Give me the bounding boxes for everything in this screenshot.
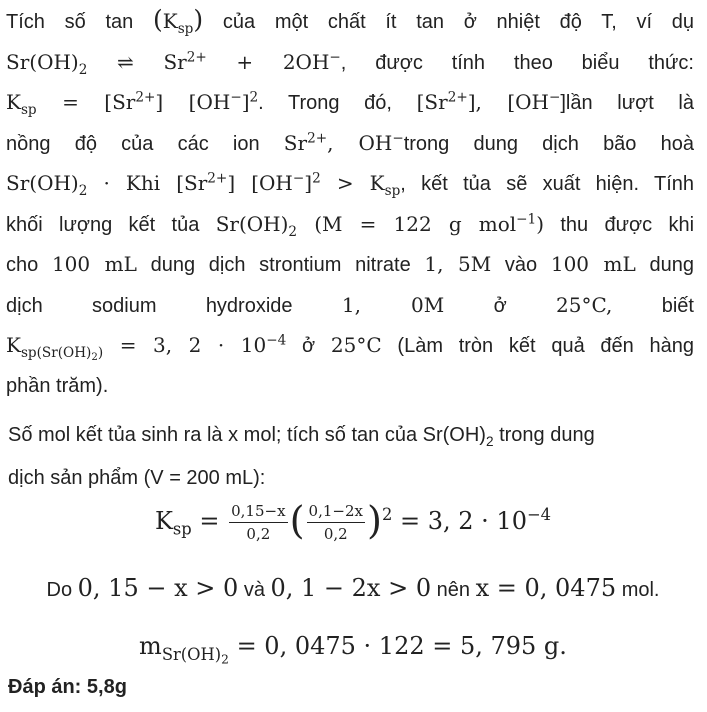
problem-line-2 [6,43,694,84]
fraction-oh: $\frac{0,1-2x}{0,2}$ [308,502,363,543]
problem-line-4: nồng độ của các ion $Sr^{2+}$, OH−trong dung dịch bão hoà [6,130,694,155]
problem-line-3: $K_{sp} = [Sr^{2+}]$ $[OH^-]^2$. Trong đó, $[Sr^{2+}]$, [OH−]lần lượt là [6,89,694,118]
text: nồng độ của các ion [6,132,260,155]
final-answer: Đáp án: 5,8g [8,676,127,698]
fraction-sr: $\frac{0,15-x}{0,2}$ [231,502,286,543]
problem-line-6: khối lượng kết tủa $Sr(OH)_2$ (M = 122 g mol$^{-1}$) thu được khi [6,211,695,240]
problem-line-7: cho 100 mL dung dịch strontium nitrate 1, 5M vào 100 mL dung [6,252,694,276]
problem-line-9: $K_{sp(Sr(OH)_2)} = 3$, $2 \cdot 10^{-4}$ ở 25°C (Làm tròn kết quả đến hàng [6,332,695,363]
text: trong dung dịch bão hoà [403,132,694,155]
math-ksp-expression: $K_{sp} = [Sr^{2+}]$ $[OH^-]^2$ [6,89,259,118]
text: , được tính theo biểu thức: [340,51,694,74]
text: . Trong đó, [258,92,417,114]
problem-line-10: phần trăm). [6,374,109,397]
text: ]lần lượt là [560,92,694,114]
problem-line-8: dịch sodium hydroxide 1, 0M ở 25°C, biết [6,292,694,317]
equation-ksp: $K_{sp}$ = $\frac{0,15-x}{0,2}$ ( $\frac{0,1-2x}{0,2}$ )$^2$ = 3, $2 \cdot 10^{-4}$ [154,498,552,544]
text: thu được khi [560,213,695,236]
problem-line-1: Tích số $\tan (K_{sp})$ của một chất ít tan ở nhiệt độ T, ví dụ [6,5,694,37]
text: , kết tủa sẽ xuất hiện. Tính [400,173,694,195]
equation-mass: $m_{Sr(OH)_2} = 0$, 0475 · 122 = 5, 795 g. [139,632,567,667]
solution-intro: Số mol kết tủa sinh ra là x mol; tích số tan của $Sr(OH)_2$ trong dung dịch sản phẩm (V = 200 mL): [8,424,595,489]
solution [8,414,698,667]
math-reaction: $Sr(OH)_2$ ⇌ $Sr^{2+} + 2OH^-$ [6,49,341,78]
text: Tích số tan [6,11,134,33]
text: của một chất ít tan ở nhiệt độ T, ví dụ [222,11,694,33]
problem-line-5: $Sr(OH)_2$ · Khi $[Sr^{2+}] [OH^-]^2 > K_{sp}$, kết tủa sẽ xuất hiện. Tính [6,170,694,199]
text: khối lượng kết tủa [6,213,200,236]
problem-statement [6,2,694,406]
equation-condition: Do 0, 15 − x > 0 và 0, 1 − 2x > 0 nên x = 0, 0475 mol. [46,574,660,602]
